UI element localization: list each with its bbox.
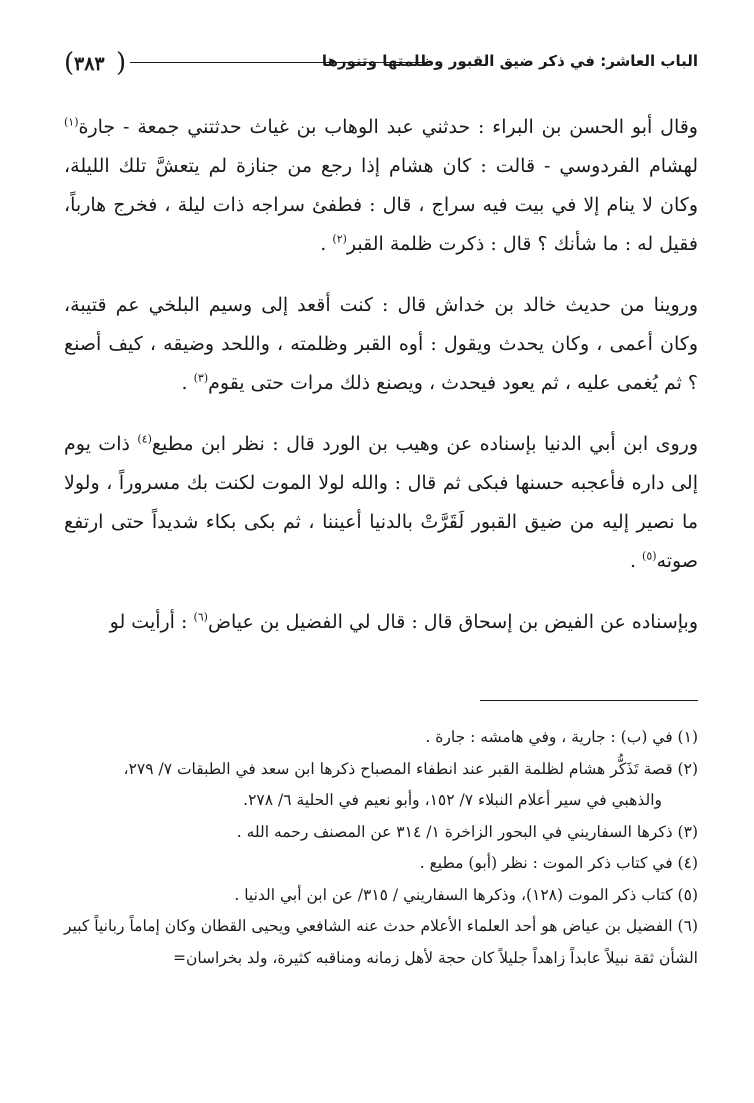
footnote-2 [64,754,698,817]
footnote-ref: (٤) [137,432,152,446]
paragraph-1 [64,108,698,264]
footnote-text: (٢) قصة تَذَكُّر هشام لظلمة القبر عند انطفاء المصباح ذكرها ابن سعد في الطبقات ٧/ ٢٧٩، [123,759,698,778]
paragraph-text: . [181,372,194,394]
paragraph-text: وروى ابن أبي الدنيا بإسناده عن وهيب بن الورد قال : نظر ابن مطيع [151,433,698,455]
footnote-1: (١) في (ب) : جارية ، وفي هامشه : جارة . [425,728,698,746]
footnote-6: (٦) الفضيل بن عياض هو أحد العلماء الأعلام حدث عنه الشافعي ويحيى القطان وكان إماماً ربانياً كبير الشأن ثقة نبيلاً عابداً زاهداً جليلاً كان حجة لأهل زمانه ومناقبه كثيرة، ولد بخراسان= [64,917,698,967]
footnote-4: (٤) في كتاب ذكر الموت : نظر (أبو) مطيع . [419,854,698,872]
paragraph-text: لهشام الفردوسي - قالت : كان هشام إذا رجع من جنازة لم يتعشَّ تلك الليلة، وكان لا ينام إلا في بيت فيه سراج ، قال : فطفئ سراجه ذات ليلة ، فخرج هارباً، فقيل له : ما شأنك ؟ قال : ذكرت ظلمة القبر [64,155,698,255]
page-header [64,48,698,88]
chapter-title: الباب العاشر: في ذكر ضيق القبور وظلمتها وتنورها [321,52,698,70]
paragraph-text: وبإسناده عن الفيض بن إسحاق قال : قال لي الفضيل بن عياض [207,611,698,633]
paragraph-text: وروينا من حديث خالد بن خداش قال : كنت أقعد إلى وسيم البلخي عم قتيبة، وكان أعمى ، وكان يحدث ويقول : أوه القبر وظلمته ، واللحد وضيقه ، كيف أصنع ؟ ثم يُغمى عليه ، ثم يعود فيحدث ، ويصنع ذلك مرات حتى يقوم [64,294,698,394]
page-number-bracket-left: ( [64,48,75,78]
footnote-ref: (٦) [193,610,208,624]
footnote-ref: (٣) [193,371,209,385]
footnote-separator [480,700,698,701]
page-number-bracket-right: ) [116,48,127,78]
paragraph-text: : أرأيت لو [109,611,194,633]
paragraph-2 [64,286,698,403]
footnote-5: (٥) كتاب ذكر الموت (١٢٨)، وذكرها السفاريني / ٣١٥/ عن ابن أبي الدنيا . [234,885,698,904]
footnotes [64,722,698,974]
paragraph-text: . [320,233,333,255]
page-number: ٣٨٣ [74,53,105,75]
paragraph-text: . [629,550,643,572]
footnote-ref: (٢) [332,232,347,246]
footnote-continuation: والذهبي في سير أعلام النبلاء ٧/ ١٥٢، وأبو نعيم في الحلية ٦/ ٢٧٨. [243,791,662,809]
paragraph-3 [64,425,698,581]
main-text [64,108,698,664]
paragraph-text: وقال أبو الحسن بن البراء : حدثني عبد الوهاب بن غياث حدثتني جمعة - جارة [78,116,698,138]
paragraph-4 [64,603,698,642]
paragraph-text: ذات يوم إلى داره فأعجبه حسنها فبكى ثم قال : والله لولا الموت لكنت بك مسروراً ، ولولا ما نصير إليه من ضيق القبور لَقَرَّتْ بالدنيا أعيننا ، ثم بكى بكاء شديداً حتى ارتفع صوته [64,433,698,572]
footnote-ref: (١) [64,115,79,129]
footnote-3: (٣) ذكرها السفاريني في البحور الزاخرة ١/ ٣١٤ عن المصنف رحمه الله . [236,822,698,841]
footnote-ref: (٥) [642,549,657,563]
